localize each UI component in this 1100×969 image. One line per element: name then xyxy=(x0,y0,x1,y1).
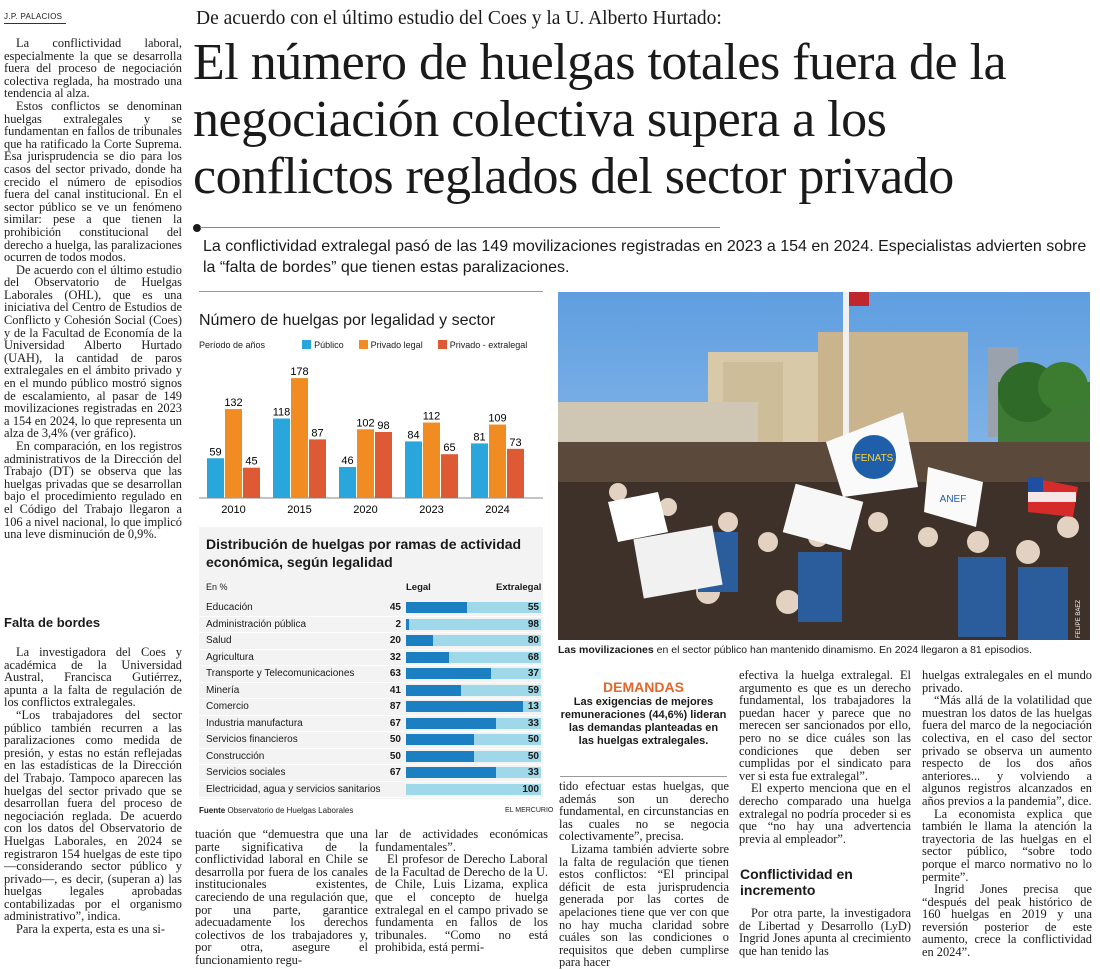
row-label: Electricidad, agua y servicios sanitarios xyxy=(206,783,381,795)
row-legal-value: 50 xyxy=(389,734,401,745)
row-legal-value: 50 xyxy=(389,750,401,762)
row-legal-value: 32 xyxy=(389,651,401,663)
row-extralegal-value: 50 xyxy=(527,734,539,745)
bar-2024-0 xyxy=(471,443,488,498)
article-column-4 xyxy=(559,780,729,969)
bar-2015-2 xyxy=(309,439,326,498)
row-label: Minería xyxy=(206,684,240,696)
row-bar-legal xyxy=(406,751,474,762)
row-legal-value: 87 xyxy=(389,701,401,712)
article-column-1b xyxy=(4,646,182,936)
kicker: De acuerdo con el último estudio del Coes y la U. Alberto Hurtado: xyxy=(196,8,722,29)
bar-value-label: 118 xyxy=(272,406,291,419)
table-rows xyxy=(199,600,543,798)
table-row xyxy=(199,683,543,700)
divider xyxy=(199,291,543,292)
article-column-6 xyxy=(922,669,1092,959)
bar-2023-0 xyxy=(405,441,422,498)
col-header-legal: Legal xyxy=(406,582,431,593)
article-column-5 xyxy=(739,669,911,845)
pull-quote-text: Las exigencias de mejores remuneraciones (44,6%) lideran las demandas planteadas en las huelgas extralegales. xyxy=(560,696,727,747)
row-label: Salud xyxy=(206,635,232,646)
paragraph: El profesor de Derecho Laboral de la Facultad de Derecho de la U. de Chile, Luis Lizama, explica que el concepto de huelga extralegal en el campo privado se fundamenta en fallos de los tribunales. “Como no está prohibida, está permi- xyxy=(375,852,548,955)
row-label: Industria manufactura xyxy=(206,717,303,729)
deck: La conflictividad extralegal pasó de las 149 movilizaciones registradas en 2023 a 154 en 2024. Especialistas advierten sobre la “falta de bordes” que tienen estas paralizaciones. xyxy=(203,238,1087,276)
bar-2020-1 xyxy=(357,429,374,498)
paragraph: En comparación, en los registros administrativos de la Dirección del Trabajo (DT) se observa que las huelgas privadas que se desarrollan bajo el procedimiento regulado en el Código del Trabajo llegaron a 106 a nivel nacional, lo que implicó una leve disminución de 0,9%. xyxy=(4,439,182,542)
table-row xyxy=(199,765,543,782)
row-bar-legal xyxy=(406,701,523,712)
bar-value-label: 46 xyxy=(341,455,354,468)
bar-value-label: 109 xyxy=(488,412,507,425)
row-bar-extralegal xyxy=(406,668,541,679)
legend-label: Privado legal xyxy=(370,340,423,350)
caption-bold: Las movilizaciones xyxy=(558,644,654,656)
bar-2024-1 xyxy=(489,425,506,498)
row-extralegal-value: 33 xyxy=(527,767,539,778)
table-row xyxy=(199,617,543,634)
row-label: Agricultura xyxy=(206,651,254,663)
pull-quote-label: DEMANDAS xyxy=(603,679,684,695)
chart-title: Número de huelgas por legalidad y sector xyxy=(199,312,496,329)
row-bar-extralegal xyxy=(406,619,541,630)
table-row xyxy=(199,633,543,650)
row-bar-extralegal xyxy=(406,751,541,762)
x-tick-label: 2023 xyxy=(419,504,444,516)
bar-value-label: 102 xyxy=(356,417,375,430)
row-bar-extralegal xyxy=(406,635,541,646)
table-row xyxy=(199,749,543,766)
legend-label: Privado - extralegal xyxy=(449,340,528,350)
legend-label: Público xyxy=(314,340,344,350)
paragraph: “Más allá de la volatilidad que muestran los datos de las huelgas fuera del marco de la negociación colectiva, en el caso del sector privado se observa un aumento respecto de los dos años anteriores... y volviendo a algunos registros alcanzados en años previos a la pandemia”, dice. xyxy=(922,693,1092,808)
paragraph: La conflictividad laboral, especialmente la que se desarrolla fuera del proceso de negociación colectiva reglada, ha mostrado una tendencia al alza. xyxy=(4,36,182,101)
paragraph: Ingrid Jones precisa que “después del peak histórico de 160 huelgas en 2019 y una reversión posterior de este aumento, crece la conflictividad en 2024”. xyxy=(922,882,1092,960)
paragraph: lar de actividades económicas fundamentales”. xyxy=(375,827,548,854)
caption-text: en el sector público han mantenido dinamismo. En 2024 llegaron a 81 episodios. xyxy=(653,644,1032,656)
row-legal-value: 67 xyxy=(389,767,401,778)
paragraph: tuación que “demuestra que una parte significativa de la conflictividad laboral en Chile se desarrolla por fuera de los canales institucionales existentes, careciendo de una regulación que, por una parte, garantice adecuadamente los derechos colectivos de los trabajadores y, por otra, asegure el funcionamiento regu- xyxy=(195,827,368,967)
bullet-dot xyxy=(193,224,201,232)
row-extralegal-value: 33 xyxy=(527,717,539,729)
bar-value-label: 65 xyxy=(443,442,456,455)
activity-table xyxy=(199,527,554,815)
bar-2023-1 xyxy=(423,423,440,498)
row-bar-extralegal xyxy=(406,784,541,795)
paragraph: De acuerdo con el último estudio del Observatorio de Huelgas Laborales (OHL), que es una iniciativa del Centro de Estudios de Conflicto y Cohesión Social (Coes) y de la Facultad de Economía de la Universidad Alberto Hurtado (UAH), la cantidad de paros extralegales en el ámbito privado y en el mundo público mostró signos de escalamiento, al pasar de 149 movilizaciones registradas en 2023 a 154 en 2024, lo que representa un alza de 3,4% (ver gráfico). xyxy=(4,262,182,441)
row-extralegal-value: 55 xyxy=(527,602,539,613)
row-legal-value: 45 xyxy=(389,602,401,613)
row-bar-extralegal xyxy=(406,701,541,712)
bar-value-label: 178 xyxy=(290,366,309,379)
row-extralegal-value: 100 xyxy=(522,783,539,795)
row-extralegal-value: 98 xyxy=(527,618,539,630)
row-bar-legal xyxy=(406,668,491,679)
bar-2015-1 xyxy=(291,378,308,498)
pull-quote xyxy=(560,679,727,748)
row-bar-legal xyxy=(406,767,496,778)
bar-2024-2 xyxy=(507,449,524,498)
credit: EL MERCURIO xyxy=(505,807,554,814)
row-legal-value: 20 xyxy=(389,635,401,646)
x-tick-label: 2024 xyxy=(485,504,510,516)
bar-value-label: 59 xyxy=(209,446,222,459)
row-bar-legal xyxy=(406,718,496,729)
row-extralegal-value: 37 xyxy=(527,668,539,679)
legend-swatch-legal xyxy=(359,340,368,349)
row-legal-value: 63 xyxy=(389,668,401,679)
table-row xyxy=(199,716,543,733)
row-extralegal-value: 13 xyxy=(527,701,539,712)
photo-caption xyxy=(558,644,1093,656)
legend-swatch-extralegal xyxy=(438,340,447,349)
table-row xyxy=(199,732,543,749)
paragraph: La economista explica que también le llama la atención la trayectoria de las huelgas en el sector público, “sobre todo porque el marco normativo no lo permite”. xyxy=(922,806,1092,884)
row-bar-extralegal xyxy=(406,718,541,729)
row-legal-value: 2 xyxy=(395,618,401,630)
bar-value-label: 98 xyxy=(377,419,390,432)
bar-2023-2 xyxy=(441,454,458,498)
chart-legend xyxy=(199,340,543,350)
banner-fenats: FENATS xyxy=(854,453,894,464)
bar-value-label: 81 xyxy=(473,431,486,444)
row-label: Comercio xyxy=(206,701,249,712)
row-bar-extralegal xyxy=(406,767,541,778)
bar-value-label: 112 xyxy=(422,410,441,423)
row-bar-extralegal xyxy=(406,602,541,613)
divider xyxy=(560,776,727,777)
row-label: Construcción xyxy=(206,750,265,762)
table-row xyxy=(199,666,543,683)
paragraph: tido efectuar estas huelgas, que además son un derecho fundamental, en circunstancias en las cuales no se negocia colectivamente”, precisa. xyxy=(559,779,729,844)
row-label: Servicios financieros xyxy=(206,734,298,745)
bar-value-label: 84 xyxy=(407,429,420,442)
row-extralegal-value: 50 xyxy=(527,750,539,762)
paragraph: Lizama también advierte sobre la falta de regulación que tienen estos conflictos: “El principal déficit de esta jurisprudencia generada por las cortes de apelaciones tiene que ver con que no hay mucha claridad sobre cuáles son las condiciones o requisitos que deben cumplirse para hacer xyxy=(559,841,729,969)
bar-chart xyxy=(199,355,543,521)
source-label: Fuente xyxy=(199,806,226,815)
banner-anef: ANEF xyxy=(939,494,967,505)
row-bar-extralegal xyxy=(406,685,541,696)
legend-period: Período de años xyxy=(199,340,266,350)
byline: J.P. PALACIOS xyxy=(4,12,66,24)
row-extralegal-value: 59 xyxy=(527,684,539,696)
article-column-3 xyxy=(375,828,548,954)
table-row xyxy=(199,699,543,716)
row-legal-value: 67 xyxy=(389,717,401,729)
paragraph: “Los trabajadores del sector público también recurren a las paralizaciones como medida de presión, y estas no están reflejadas en las estadísticas de la Dirección del Trabajo. Tampoco aparecen las huelgas del sector privado que se desarrollan fuera del proceso de negociación reglada. De acuerdo con los datos del Observatorio de Huelgas Laborales, en 2024 se registraron 154 huelgas de este tipo —considerando sector público y privado—, es decir, (superan a) las huelgas legales aprobadas contabilizadas por el organismo administrativo”, indica. xyxy=(4,707,182,924)
bar-2020-2 xyxy=(375,432,392,498)
subheading-conflictividad: Conflictividad en incremento xyxy=(740,866,853,898)
row-bar-legal xyxy=(406,685,461,696)
table-row xyxy=(199,600,543,617)
x-tick-label: 2010 xyxy=(221,504,246,516)
row-label: Administración pública xyxy=(206,618,307,630)
table-unit: En % xyxy=(206,582,228,592)
row-bar-legal xyxy=(406,619,409,630)
article-column-5b xyxy=(739,907,911,957)
row-label: Transporte y Telecomunicaciones xyxy=(206,668,355,679)
legend-swatch-publico xyxy=(302,340,311,349)
x-tick-label: 2020 xyxy=(353,504,378,516)
row-bar-extralegal xyxy=(406,734,541,745)
paragraph: Por otra parte, la investigadora de Libertad y Desarrollo (LyD) Ingrid Jones apunta al crecimiento que han tenido las xyxy=(739,906,911,958)
protest-photo xyxy=(558,292,1090,640)
bar-value-label: 45 xyxy=(245,455,258,468)
subheading-falta-de-bordes: Falta de bordes xyxy=(4,615,101,630)
table-title: Distribución de huelgas por ramas de actividad económica, según legalidad xyxy=(206,536,522,570)
article-column-2 xyxy=(195,828,368,967)
row-bar-extralegal xyxy=(406,652,541,663)
bar-2020-0 xyxy=(339,467,356,498)
row-bar-legal xyxy=(406,602,467,613)
row-extralegal-value: 68 xyxy=(527,651,539,663)
row-legal-value: 41 xyxy=(389,684,401,696)
row-bar-legal xyxy=(406,652,449,663)
article-column-1 xyxy=(4,37,182,541)
paragraph: El experto menciona que en el derecho comparado una huelga extralegal no podría proceder si es que “no hay una advertencia previa al empleador”. xyxy=(739,781,911,846)
bar-2010-2 xyxy=(243,468,260,498)
row-extralegal-value: 80 xyxy=(527,635,539,646)
source-text: Observatorio de Huelgas Laborales xyxy=(227,806,354,815)
photo-credit: FELIPE BAEZ xyxy=(1076,599,1082,638)
bar-2015-0 xyxy=(273,419,290,498)
row-label: Educación xyxy=(206,602,253,613)
paragraph: Para la experta, esta es una si- xyxy=(16,922,165,937)
row-label: Servicios sociales xyxy=(206,767,286,778)
paragraph: efectiva la huelga extralegal. El argumento es que es un derecho fundamental, los trabajadores la puedan hacer y parece que no merecen ser sancionados por ello, pero no se dice cuáles son las condiciones que deben ser cumplidas por el sindicato para ver si esta fue extralegal”. xyxy=(739,668,911,783)
bar-value-label: 132 xyxy=(224,397,243,410)
divider xyxy=(200,227,720,228)
table-row xyxy=(199,650,543,667)
row-bar-legal xyxy=(406,734,474,745)
col-header-extralegal: Extralegal xyxy=(496,582,542,593)
row-bar-legal xyxy=(406,635,433,646)
bar-2010-0 xyxy=(207,458,224,498)
headline: El número de huelgas totales fuera de la negociación colectiva supera a los conflictos reglados del sector privado xyxy=(193,34,1007,205)
bar-value-label: 73 xyxy=(509,436,522,449)
paragraph: huelgas extralegales en el mundo privado. xyxy=(922,668,1092,695)
table-source xyxy=(199,806,353,815)
paragraph: Estos conflictos se denominan huelgas extralegales y se fundamentan en fallos de tribunales que ha ratificado la Corte Suprema. Esa jurisprudencia se dio para los casos del sector privado, donde ha crecido el número de episodios fuera del canal institucional. En el sector público se ve un fenómeno similar: pese a que tienen la prohibición constitucional del derecho a huelga, las paralizaciones ocurren de todos modos. xyxy=(4,98,182,265)
paragraph: La investigadora del Coes y académica de la Universidad Austral, Francisca Gutiérrez, apunta a la falta de regulación de los conflictos extralegales. xyxy=(4,645,182,710)
x-tick-label: 2015 xyxy=(287,504,312,516)
table-row xyxy=(199,782,543,799)
bar-value-label: 87 xyxy=(311,427,324,440)
photo-illustration xyxy=(558,292,1090,640)
bar-2010-1 xyxy=(225,409,242,498)
